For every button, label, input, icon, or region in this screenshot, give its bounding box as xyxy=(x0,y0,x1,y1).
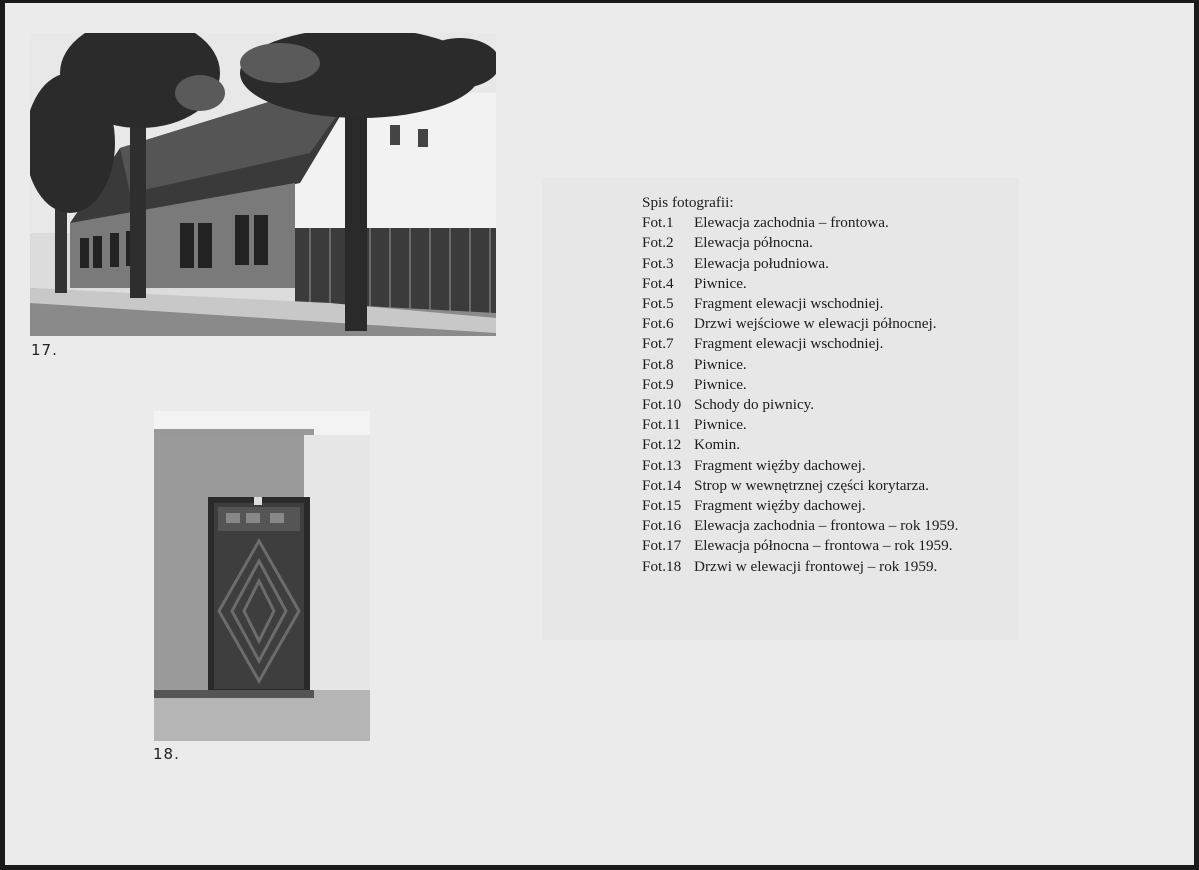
item-number: Fot.10 xyxy=(642,396,682,414)
item-number: Fot.4 xyxy=(642,274,674,292)
list-item xyxy=(642,415,958,435)
list-item xyxy=(642,233,958,253)
list-item xyxy=(642,294,958,314)
photo-label-17: 17. xyxy=(31,341,58,359)
item-number: Fot.1 xyxy=(642,214,674,232)
list-item xyxy=(642,456,958,476)
list-item xyxy=(642,334,958,354)
item-text: Komin. xyxy=(694,436,740,454)
item-number: Fot.6 xyxy=(642,315,674,333)
list-item xyxy=(642,496,958,516)
item-text: Piwnice. xyxy=(694,416,747,434)
item-text: Piwnice. xyxy=(694,274,747,292)
list-item xyxy=(642,314,958,334)
list-item xyxy=(642,516,958,536)
list-item xyxy=(642,435,958,455)
item-text: Piwnice. xyxy=(694,355,747,373)
item-number: Fot.18 xyxy=(642,557,682,575)
album-page xyxy=(5,3,1194,865)
list-item xyxy=(642,557,958,577)
item-number: Fot.17 xyxy=(642,537,682,555)
list-item xyxy=(642,395,958,415)
item-text: Strop w wewnętrznej części korytarza. xyxy=(694,476,929,494)
house-facade-image xyxy=(30,33,496,336)
item-text: Fragment więźby dachowej. xyxy=(694,497,866,515)
item-number: Fot.2 xyxy=(642,234,674,252)
item-text: Schody do piwnicy. xyxy=(694,396,815,414)
item-number: Fot.13 xyxy=(642,456,682,474)
item-text: Elewacja zachodnia – frontowa – rok 1959. xyxy=(694,517,959,535)
list-item xyxy=(642,536,958,556)
item-number: Fot.15 xyxy=(642,497,682,515)
item-number: Fot.7 xyxy=(642,335,674,353)
item-text: Piwnice. xyxy=(694,375,747,393)
item-text: Fragment elewacji wschodniej. xyxy=(694,295,884,313)
item-number: Fot.3 xyxy=(642,254,674,272)
item-number: Fot.5 xyxy=(642,295,674,313)
item-number: Fot.12 xyxy=(642,436,682,454)
item-number: Fot.16 xyxy=(642,517,682,535)
list-item xyxy=(642,254,958,274)
photo-door xyxy=(154,411,370,741)
photo-label-18: 18. xyxy=(153,745,180,763)
list-item xyxy=(642,213,958,233)
door-image xyxy=(154,411,370,741)
item-text: Elewacja południowa. xyxy=(694,254,829,272)
photo-house-facade xyxy=(30,33,496,336)
photo-index-card xyxy=(542,178,1019,640)
list-item xyxy=(642,375,958,395)
item-text: Elewacja północna – frontowa – rok 1959. xyxy=(694,537,953,555)
item-text: Fragment więźby dachowej. xyxy=(694,456,866,474)
item-text: Elewacja zachodnia – frontowa. xyxy=(694,214,889,232)
item-text: Fragment elewacji wschodniej. xyxy=(694,335,884,353)
item-number: Fot.14 xyxy=(642,476,682,494)
photo-index-heading: Spis fotografii: xyxy=(642,194,734,211)
photo-index-list xyxy=(642,193,958,577)
list-item xyxy=(642,274,958,294)
item-text: Drzwi w elewacji frontowej – rok 1959. xyxy=(694,557,938,575)
list-item xyxy=(642,355,958,375)
item-text: Drzwi wejściowe w elewacji północnej. xyxy=(694,315,937,333)
list-item xyxy=(642,476,958,496)
item-number: Fot.9 xyxy=(642,375,674,393)
item-number: Fot.8 xyxy=(642,355,674,373)
item-text: Elewacja północna. xyxy=(694,234,813,252)
item-number: Fot.11 xyxy=(642,416,681,434)
